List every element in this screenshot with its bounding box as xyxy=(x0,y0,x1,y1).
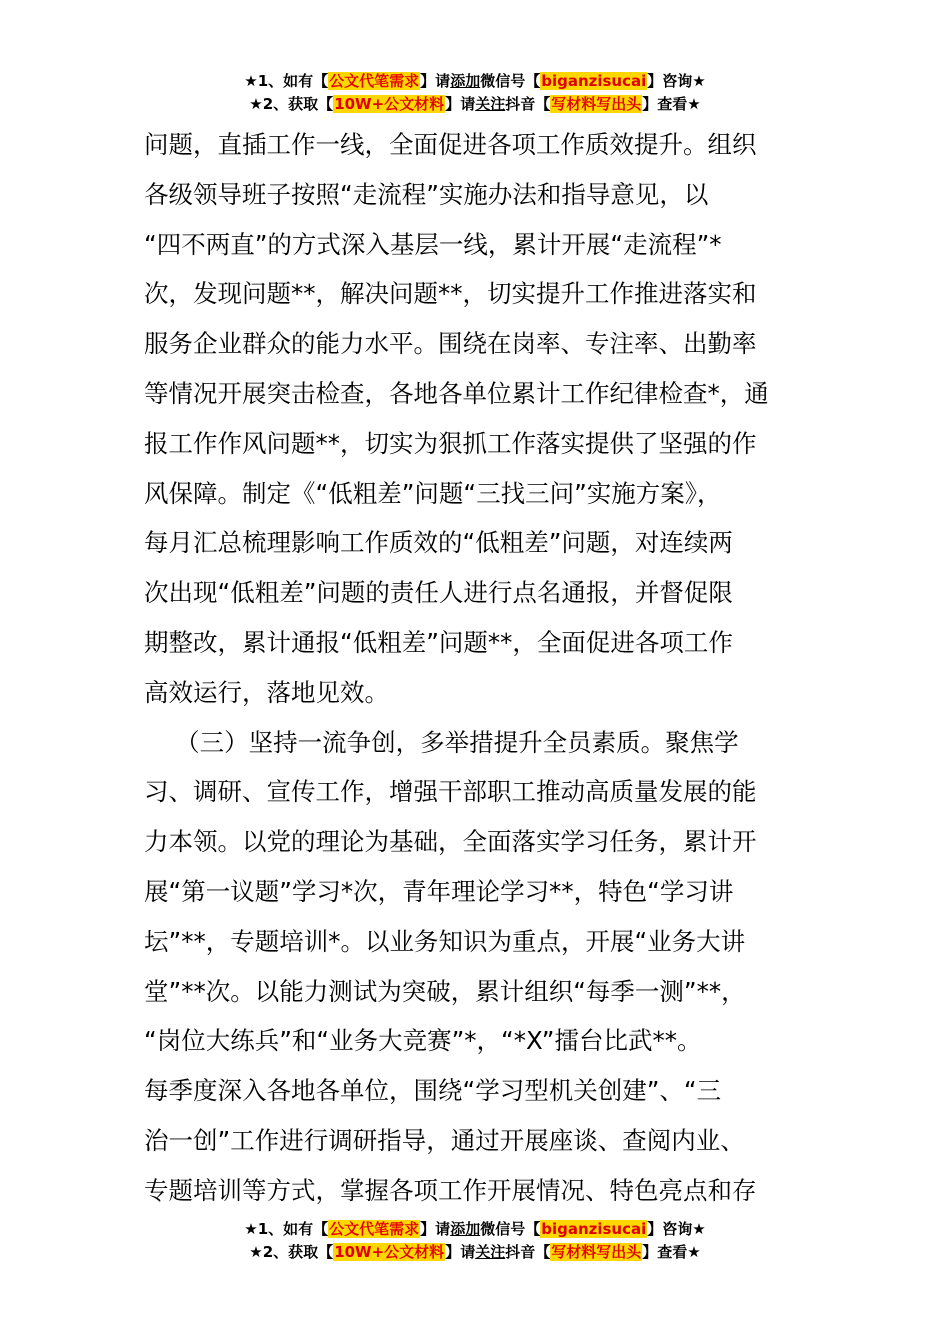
notice-emphasis: 关注 xyxy=(475,95,506,113)
notice-text: 抖音【 xyxy=(505,95,551,113)
notice-text: 】咨询★ xyxy=(647,72,706,90)
notice-emphasis: 关注 xyxy=(475,1243,506,1261)
body-line: 堂”**次。以能力测试为突破，累计组织“每季一测”**， xyxy=(144,976,746,1006)
body-line: 报工作作风问题**，切实为狠抓工作落实提供了坚强的作 xyxy=(144,428,757,458)
notice-highlight: 10W+公文材料 xyxy=(334,1243,445,1261)
document-body xyxy=(144,120,814,1216)
body-line: 期整改，累计通报“低粗差”问题**，全面促进各项工作 xyxy=(144,627,733,657)
notice-highlight: 公文代笔需求 xyxy=(329,1220,420,1238)
notice-emphasis: 添加 xyxy=(450,1220,481,1238)
douyin-name-highlight: 写材料写出头 xyxy=(551,1243,642,1261)
body-line: 风保障。制定《“低粗差”问题“三找三问”实施方案》， xyxy=(144,478,722,508)
notice-text: 抖音【 xyxy=(505,1243,551,1261)
body-line: 各级领导班子按照“走流程”实施办法和指导意见，以 xyxy=(144,179,709,209)
notice-text: ★2、获取【 xyxy=(249,95,334,113)
body-line: 专题培训等方式，掌握各项工作开展情况、特色亮点和存 xyxy=(144,1175,757,1205)
notice-text: ★1、如有【 xyxy=(244,1220,329,1238)
section-heading-line: （三）坚持一流争创，多举措提升全员素质。聚焦学 xyxy=(144,727,739,757)
notice-text: 】请 xyxy=(445,1243,476,1261)
body-line: 展“第一议题”学习*次，青年理论学习**，特色“学习讲 xyxy=(144,876,734,906)
notice-text: 】咨询★ xyxy=(647,1220,706,1238)
body-line: 力本领。以党的理论为基础，全面落实学习任务，累计开 xyxy=(144,827,757,857)
douyin-name-highlight: 写材料写出头 xyxy=(551,95,642,113)
wechat-id-highlight: biganzisucai xyxy=(541,1220,647,1238)
notice-text: 】查看★ xyxy=(642,95,701,113)
notice-highlight: 10W+公文材料 xyxy=(334,95,445,113)
notice-text: 】请 xyxy=(420,72,451,90)
notice-text: 微信号【 xyxy=(480,1220,541,1238)
body-line: 治一创”工作进行调研指导，通过开展座谈、查阅内业、 xyxy=(144,1125,745,1155)
body-line: 坛”**，专题培训*。以业务知识为重点，开展“业务大讲 xyxy=(144,926,746,956)
body-line: 次，发现问题**，解决问题**，切实提升工作推进落实和 xyxy=(144,279,757,309)
notice-bottom-line-2 xyxy=(0,1241,950,1263)
notice-text: 】请 xyxy=(420,1220,451,1238)
notice-top-line-2 xyxy=(0,93,950,115)
body-line: 每月汇总梳理影响工作质效的“低粗差”问题，对连续两 xyxy=(144,528,733,558)
body-line: “四不两直”的方式深入基层一线，累计开展“走流程”* xyxy=(144,229,722,259)
notice-emphasis: 添加 xyxy=(450,72,481,90)
notice-highlight: 公文代笔需求 xyxy=(329,72,420,90)
body-line: 每季度深入各地各单位，围绕“学习型机关创建”、“三 xyxy=(144,1076,722,1106)
body-line: “岗位大练兵”和“业务大竞赛”*，“*X”擂台比武**。 xyxy=(144,1026,702,1056)
notice-text: 】查看★ xyxy=(642,1243,701,1261)
body-line: 高效运行，落地见效。 xyxy=(144,677,389,707)
notice-text: ★2、获取【 xyxy=(249,1243,334,1261)
body-line: 问题，直插工作一线，全面促进各项工作质效提升。组织 xyxy=(144,130,757,159)
body-line: 服务企业群众的能力水平。围绕在岗率、专注率、出勤率 xyxy=(144,329,757,359)
body-line: 等情况开展突击检查，各地各单位累计工作纪律检查*，通 xyxy=(144,378,769,408)
notice-bottom-line-1 xyxy=(0,1218,950,1240)
wechat-id-highlight: biganzisucai xyxy=(541,72,647,90)
notice-top-line-1 xyxy=(0,70,950,92)
notice-text: 】请 xyxy=(445,95,476,113)
body-line: 次出现“低粗差”问题的责任人进行点名通报，并督促限 xyxy=(144,578,733,608)
notice-text: 微信号【 xyxy=(480,72,541,90)
notice-text: ★1、如有【 xyxy=(244,72,329,90)
body-line: 习、调研、宣传工作，增强干部职工推动高质量发展的能 xyxy=(144,777,757,807)
